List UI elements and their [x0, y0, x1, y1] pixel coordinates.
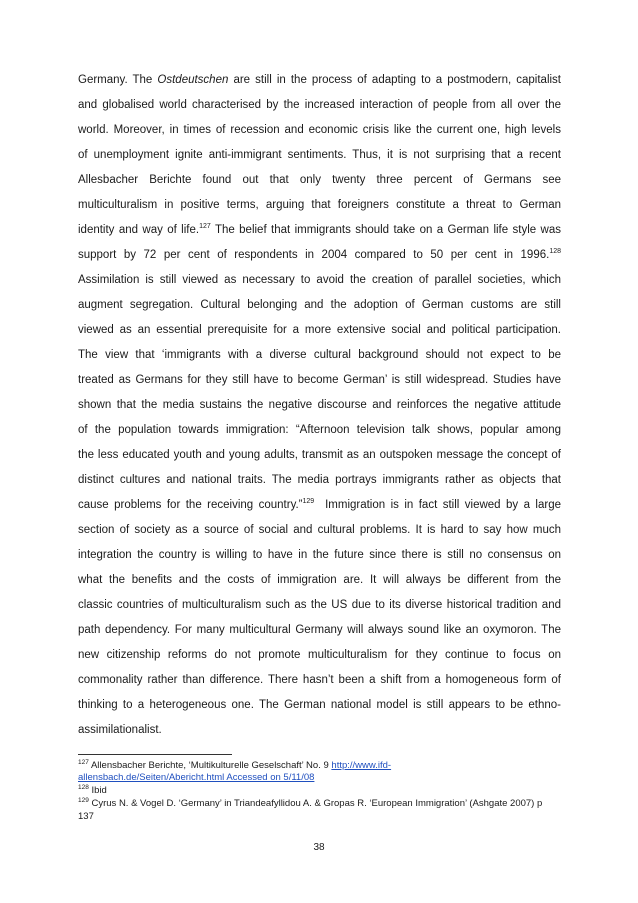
footnote-129: $^{129}$ Cyrus N. & Vogel D. ‘Germany’ in Triandeafyllidou A. & Gropas R. ‘European Immigration’ (Ashgate 2007) p — [78, 797, 543, 809]
text-line: support by 72 per cent of respondents in 2004 compared to 50 per cent in 1996.$^{128}$ — [78, 248, 561, 261]
text-line: world. Moreover, in times of recession and economic crisis like the current one, high levels — [78, 124, 561, 136]
text-line: the less educated youth and young adults, transmit as an outspoken message the concept of — [78, 449, 561, 461]
footnote-ref[interactable]: 127 — [199, 223, 211, 230]
text-line: Germany. The Ostdeutschen are still in the process of adapting to a postmodern, capitalist — [78, 74, 562, 86]
text-line: classic countries of multiculturalism such as the US due to its diverse historical tradition and — [78, 599, 561, 611]
footnote-link[interactable]: http://www.ifd- — [331, 760, 392, 771]
text-line: what the benefits and the costs of immigration are. It will always be different from the — [78, 574, 561, 586]
text-line: of unemployment ignite anti-immigrant sentiments. Thus, it is not surprising that a recent — [78, 149, 561, 161]
text-line: identity and way of life.$^{127}$ The belief that immigrants should take on a German life style was — [78, 223, 562, 236]
text-line: The view that ‘immigrants with a diverse cultural background should not expect to be — [78, 349, 561, 361]
text-line: Allesbacher Berichte found out that only twenty three percent of Germans see — [78, 174, 561, 186]
text-line: integration the country is willing to have in the future since there is still no consensus on — [78, 549, 561, 561]
text-line: section of society as a source of social and cultural problems. It is hard to say how much — [78, 524, 561, 536]
text-line: cause problems for the receiving country.”$^{129}$ Immigration is in fact still viewed by a large — [78, 498, 561, 511]
footnote-link[interactable]: allensbach.de/Seiten/Abericht.html Accessed on 5/11/08 — [78, 772, 315, 783]
text-line: assimilationalist. — [78, 724, 162, 736]
text-line: commonality rather than difference. There hasn’t been a shift from a homogeneous form of — [78, 674, 561, 686]
footnote-127-cont — [78, 772, 568, 784]
text-line: new citizenship reforms do not promote multiculturalism for they continue to focus on — [78, 649, 561, 661]
text-line: treated as Germans for they still have to become German’ is still widespread. Studies have — [78, 374, 561, 386]
footnote-129-cont: 137 — [78, 811, 94, 822]
text-line: multiculturalism in positive terms, arguing that foreigners constitute a threat to German — [78, 199, 561, 211]
text-line: and globalised world characterised by the increased interaction of people from all over the — [78, 99, 561, 111]
footnote-127: $^{127}$ Allensbacher Berichte, ‘Multikulturelle Geselschaft’ No. 9 http://www.ifd- — [78, 759, 392, 771]
footnote-separator — [78, 754, 232, 755]
footnote-128: $^{128}$ Ibid — [78, 784, 107, 796]
text-line: Assimilation is still viewed as necessary to avoid the creation of parallel societies, which — [78, 274, 561, 286]
text-line: shown that the media sustains the negative discourse and reinforces the negative attitude — [78, 399, 561, 411]
emphasis: Ostdeutschen — [157, 74, 229, 86]
footnote-ref[interactable]: 129 — [302, 498, 315, 505]
text-line: of the population towards immigration: “Afternoon television talk shows, popular among — [78, 424, 561, 436]
text-line: augment segregation. Cultural belonging and the adoption of German customs are still — [78, 299, 561, 311]
text-line: path dependency. For many multicultural Germany will always sound like an oxymoron. The — [78, 624, 561, 636]
text-line: thinking to a heterogeneous one. The German national model is still appears to be ethno- — [78, 699, 561, 711]
text-line: distinct cultures and national traits. The media portrays immigrants rather as objects that — [78, 474, 561, 486]
text-line: viewed as an essential prerequisite for a more extensive social and political participation. — [78, 324, 561, 336]
page-number: 38 — [313, 842, 325, 853]
footnote-ref[interactable]: 128 — [549, 248, 561, 255]
